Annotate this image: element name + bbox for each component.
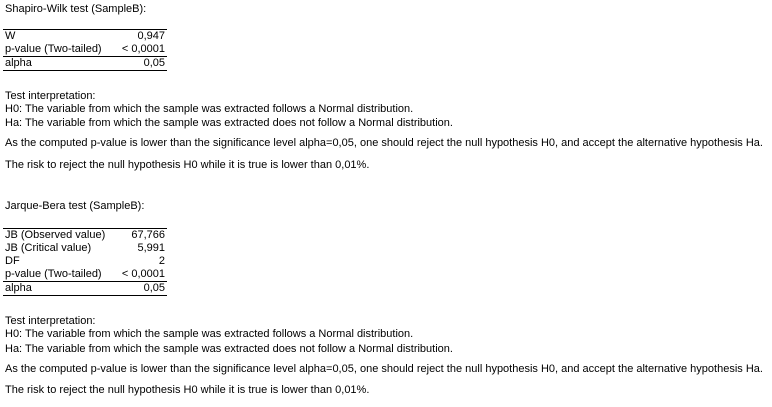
shapiro-wilk-interpretation-title: Test interpretation: <box>5 90 96 102</box>
jarque-bera-title: Jarque-Bera test (SampleB): <box>5 200 145 212</box>
row-label: p-value (Two-tailed) <box>5 268 102 280</box>
table-row <box>3 43 167 56</box>
shapiro-wilk-h0: H0: The variable from which the sample was extracted follows a Normal distribution. <box>5 103 414 115</box>
row-label: JB (Critical value) <box>5 242 92 254</box>
table-row <box>3 30 167 43</box>
jarque-bera-ha: Ha: The variable from which the sample was extracted does not follow a Normal distribution. <box>5 343 453 355</box>
table-row <box>3 281 167 295</box>
shapiro-wilk-table <box>3 29 167 71</box>
shapiro-wilk-risk: The risk to reject the null hypothesis H0 while it is true is lower than 0,01%. <box>5 159 370 171</box>
row-value: 5,991 <box>137 242 165 254</box>
jarque-bera-conclusion: As the computed p-value is lower than the significance level alpha=0,05, one should reject the null hypothesis H0, and accept the alternative hypothesis Ha. <box>5 363 763 375</box>
row-label: W <box>5 30 16 42</box>
jarque-bera-interpretation-title: Test interpretation: <box>5 315 96 327</box>
jarque-bera-risk: The risk to reject the null hypothesis H0 while it is true is lower than 0,01%. <box>5 384 370 396</box>
table-row <box>3 56 167 70</box>
row-value: 0,05 <box>143 282 165 294</box>
table-row <box>3 229 167 242</box>
shapiro-wilk-conclusion: As the computed p-value is lower than the significance level alpha=0,05, one should reject the null hypothesis H0, and accept the alternative hypothesis Ha. <box>5 137 763 149</box>
shapiro-wilk-title: Shapiro-Wilk test (SampleB): <box>5 3 147 15</box>
row-value: 0,947 <box>137 30 165 42</box>
row-value: 0,05 <box>143 57 165 69</box>
row-value: 2 <box>158 255 165 267</box>
row-label: DF <box>5 255 20 267</box>
row-value: < 0,0001 <box>121 268 165 280</box>
row-value: < 0,0001 <box>121 43 165 55</box>
table-row <box>3 242 167 255</box>
shapiro-wilk-ha: Ha: The variable from which the sample was extracted does not follow a Normal distribution. <box>5 117 453 129</box>
row-label: JB (Observed value) <box>5 229 106 241</box>
jarque-bera-h0: H0: The variable from which the sample was extracted follows a Normal distribution. <box>5 328 414 340</box>
row-label: p-value (Two-tailed) <box>5 43 102 55</box>
jarque-bera-table <box>3 228 167 296</box>
table-row <box>3 268 167 281</box>
row-label: alpha <box>5 57 32 69</box>
row-value: 67,766 <box>131 229 165 241</box>
row-label: alpha <box>5 282 32 294</box>
table-row <box>3 255 167 268</box>
